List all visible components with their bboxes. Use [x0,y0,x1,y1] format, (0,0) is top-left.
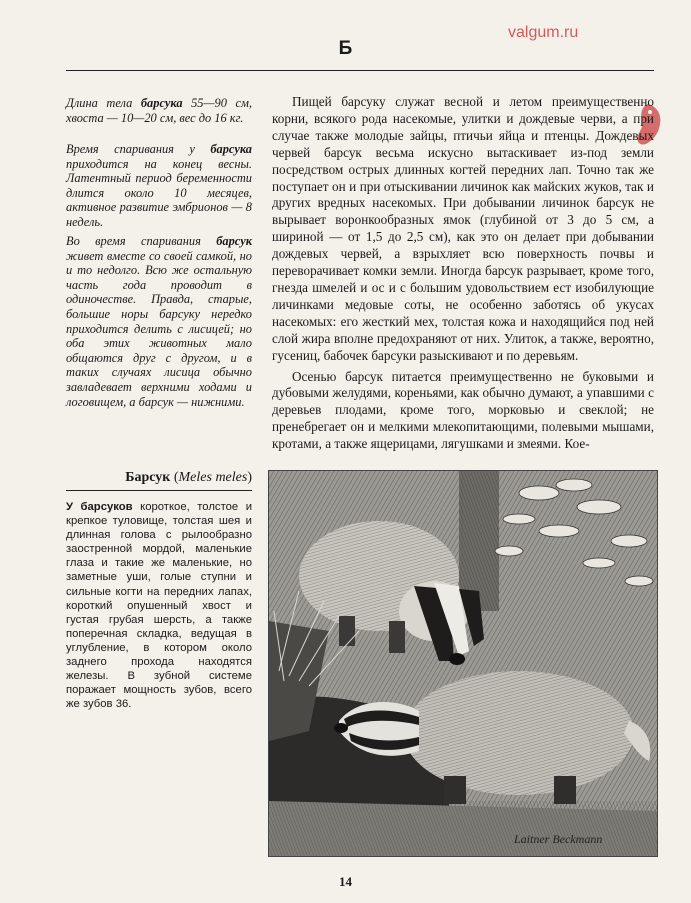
page-number: 14 [339,874,352,889]
badger-engraving [269,471,657,856]
sidebar-note-mating-time: Время спаривания у барсука приходится на конец весны. Латентный период беременности длится около 10 месяцев, активное развитие эмбрионов — 8 недель. [66,142,252,229]
main-text [272,94,654,453]
watermark-text: valgum.ru [508,24,579,41]
species-box-title: Барсук (Meles meles) [125,470,252,485]
species-box-rule [66,490,252,491]
artist-signature: Laitner Beckmann [514,832,603,846]
species-box-text: У барсуков короткое, толстое и крепкое туловище, толстая шея и длинная голова с рылообразно заостренной мордой, маленькие глаза и такие же маленькие, но заметные уши, голые ступни и сильные когти на передних лапах, короткий опушенный хвост и густая грубая шерсть, а также поперечная складка, ведущая в углубление, в котором около заднего прохода находятся железы. В зубной системе поражает мощность зубов, всего же зубов 36. [66,501,253,711]
main-paragraph: Осенью барсук питается преимущественно не буковыми и дубовыми желудями, кореньями, как обычно думают, а упавшими с деревьев плодами, кроме того, морковью и свеклой; не пренебрегает он и мелкими млекопитающими, полевыми мышами, кротами, а также ящерицами, лягушками и змеями. Кое- [272,368,654,452]
header-rule [66,70,654,71]
sidebar-note-size: Длина тела барсука 55—90 см, хвоста — 10—20 см, вес до 16 кг. [66,96,252,125]
section-letter: Б [338,38,353,59]
main-paragraph: Пищей барсуку служат весной и летом преимущественно корни, всякого рода насекомые, улитки и дождевые черви, а при случае также молодые зайцы, птичьи яйца и птенцы. Дождевых червей барсук весьма искусно вытаскивает из-под земли посредством острых длинных когтей передних лап. Точно так же поступает он и при отыскивании личинок как майских жуков, так и других вредных насекомых. При добывании личинок барсук не вырывает воронкообразных ямок (глубиной от 3 до 5 см, а шириной — от 1,5 до 2,5 см), как это он делает при добывании дождевых червей, а взрыхляет всю поверхность почвы и переворачивает комки земли. Иногда барсук разрывает, кроме того, гнезда шмелей и ос и с большим удовольствием ест изобилующие личинками медовые соты, не особенно заботясь об укусах насекомых: его жесткий мех, толстая кожа и находящийся под ней слой жира вполне предохраняют от них. Улиток, а также, вероятно, гусениц, бабочек барсуки разыскивают и по деревьям. [272,94,654,363]
sidebar-note-behavior: Во время спаривания барсук живет вместе со своей самкой, но и то недолго. Всю же остальную часть года проводит в одиночестве. Правда, старые, большие норы барсуку нередко приходится делить с лисицей; но оба этих животных мало общаются друг с другом, и в таких случаях лисица обычно завладевает верхними ходами и логовищем, а барсук — нижними. [66,234,252,409]
badger-illustration [268,470,658,857]
